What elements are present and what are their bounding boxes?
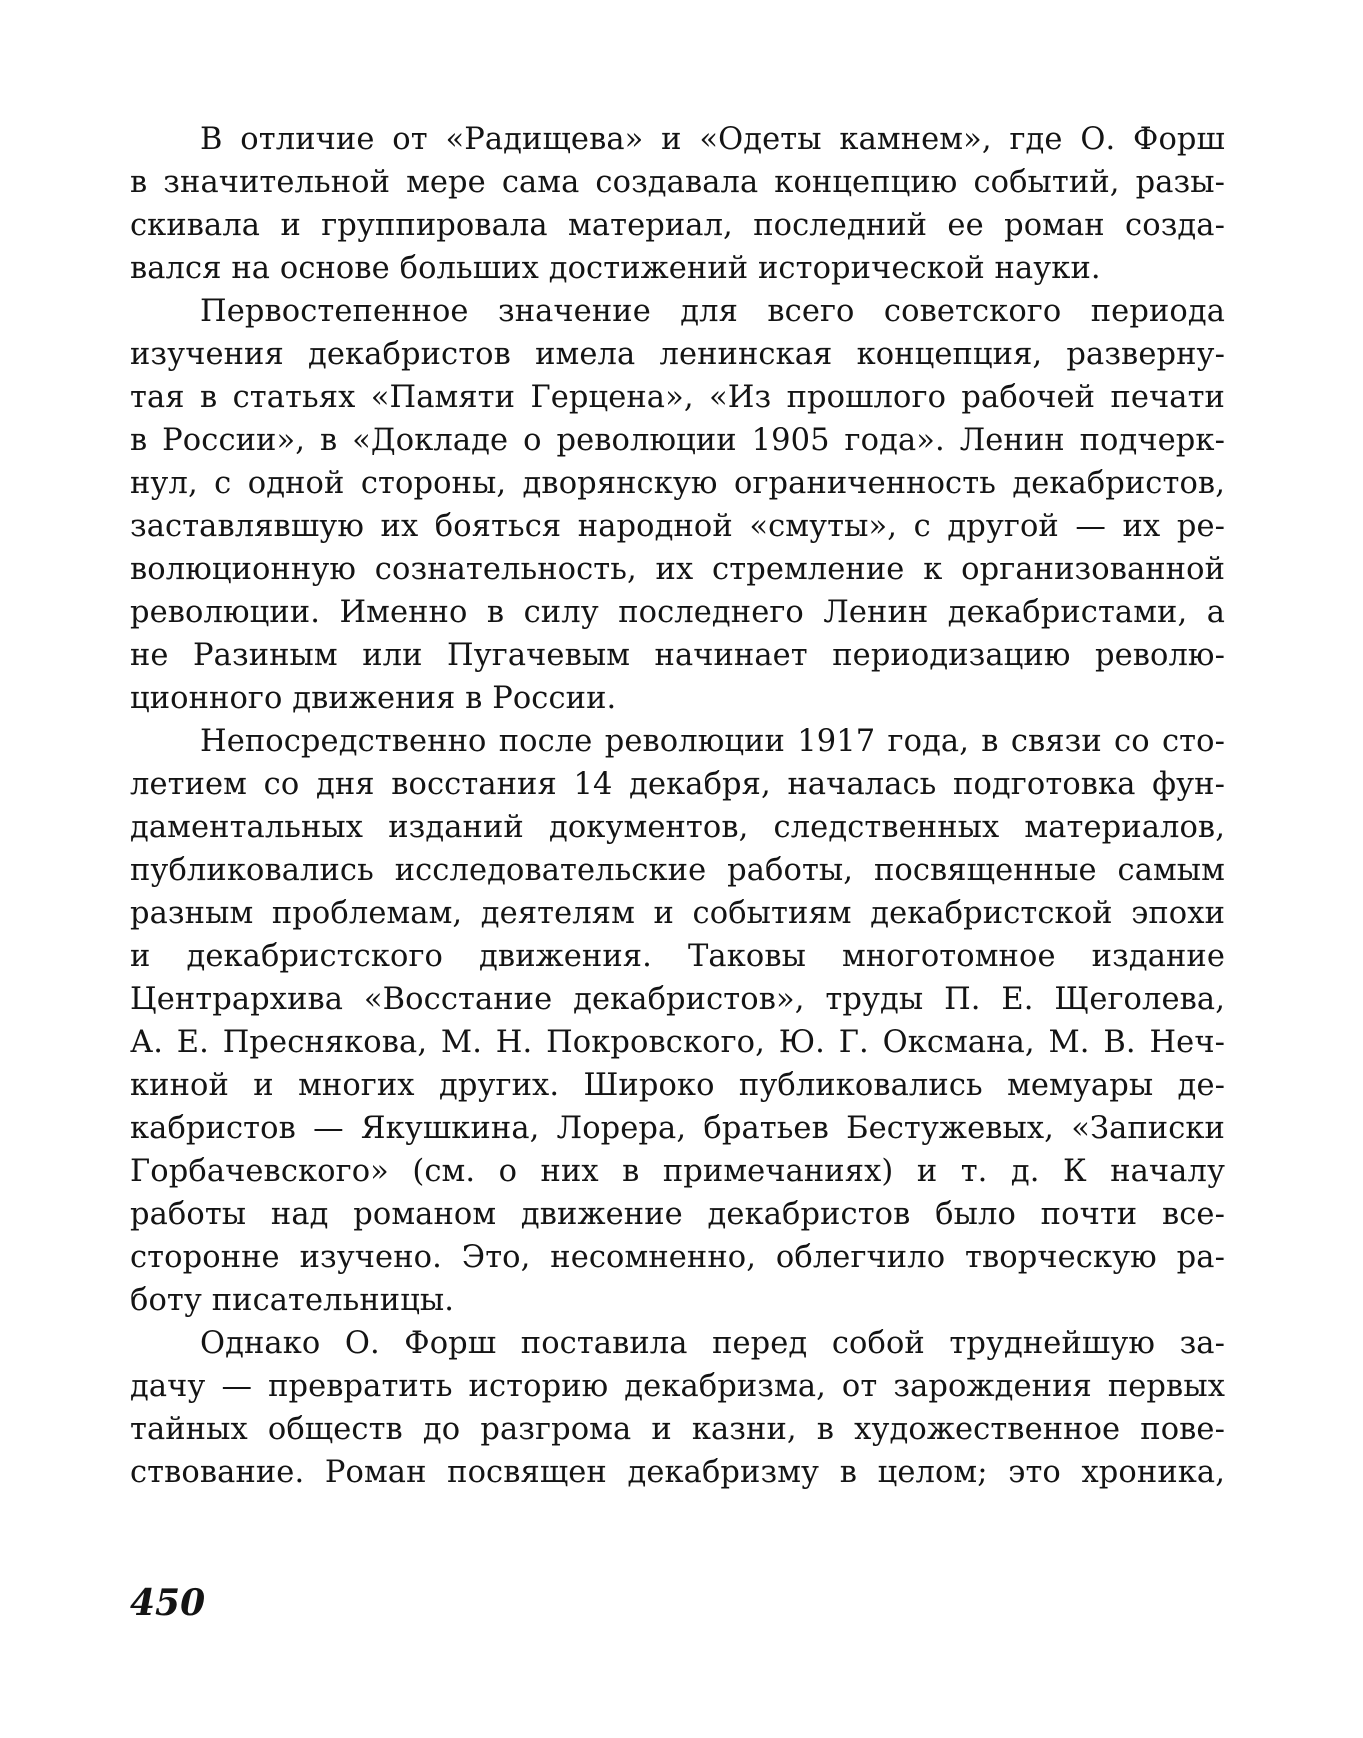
text-line: скивала и группировала материал, последний ее роман созда- [130,208,1225,243]
text-line: тая в статьях «Памяти Герцена», «Из прошлого рабочей печати [130,380,1225,415]
text-line: вался на основе больших достижений исторической науки. [130,251,1101,286]
text-line: А. Е. Преснякова, М. Н. Покровского, Ю. Г. Оксмана, М. В. Неч- [130,1025,1225,1060]
text-line: и декабристского движения. Таковы многотомное издание [130,939,1225,974]
text-line: в России», в «Докладе о революции 1905 года». Ленин подчерк- [130,423,1225,458]
text-line: не Разиным или Пугачевым начинает периодизацию револю- [130,638,1225,673]
text-line: кабристов — Якушкина, Лорера, братьев Бестужевых, «Записки [130,1111,1225,1146]
text-line: Непосредственно после революции 1917 года, в связи со сто- [200,724,1225,759]
text-line: боту писательницы. [130,1283,455,1318]
text-line: В отличие от «Радищева» и «Одеты камнем», где О. Форш [200,122,1225,157]
paragraph [130,118,1225,290]
text-line: даментальных изданий документов, следственных материалов, [130,810,1225,845]
text-line: публиковались исследовательские работы, посвященные самым [130,853,1225,888]
text-line: в значительной мере сама создавала концепцию событий, разы- [130,165,1225,200]
text-line: нул, с одной стороны, дворянскую ограниченность декабристов, [130,466,1225,501]
text-line: Однако О. Форш поставила перед собой труднейшую за- [200,1326,1225,1361]
paragraph [130,1322,1225,1494]
page-body [130,118,1225,1494]
text-line: Центрархива «Восстание декабристов», труды П. Е. Щеголева, [130,982,1225,1017]
text-line: ционного движения в России. [130,681,617,716]
text-line: ствование. Роман посвящен декабризму в целом; это хроника, [130,1455,1225,1490]
text-line: революции. Именно в силу последнего Ленин декабристами, а [130,595,1225,630]
text-line: Горбачевского» (см. о них в примечаниях) и т. д. К началу [130,1154,1225,1189]
text-line: Первостепенное значение для всего советского периода [200,294,1225,329]
text-line: волюционную сознательность, их стремление к организованной [130,552,1225,587]
page-number: 450 [130,1582,206,1624]
text-line: тайных обществ до разгрома и казни, в художественное пове- [130,1412,1225,1447]
text-line: разным проблемам, деятелям и событиям декабристской эпохи [130,896,1225,931]
text-line: сторонне изучено. Это, несомненно, облегчило творческую ра- [130,1240,1225,1275]
text-line: изучения декабристов имела ленинская концепция, разверну- [130,337,1225,372]
text-line: дачу — превратить историю декабризма, от зарождения первых [130,1369,1225,1404]
paragraph [130,290,1225,720]
text-line: летием со дня восстания 14 декабря, началась подготовка фун- [130,767,1225,802]
text-line: заставлявшую их бояться народной «смуты», с другой — их ре- [130,509,1225,544]
text-line: киной и многих других. Широко публиковались мемуары де- [130,1068,1225,1103]
paragraph [130,720,1225,1322]
text-line: работы над романом движение декабристов было почти все- [130,1197,1225,1232]
